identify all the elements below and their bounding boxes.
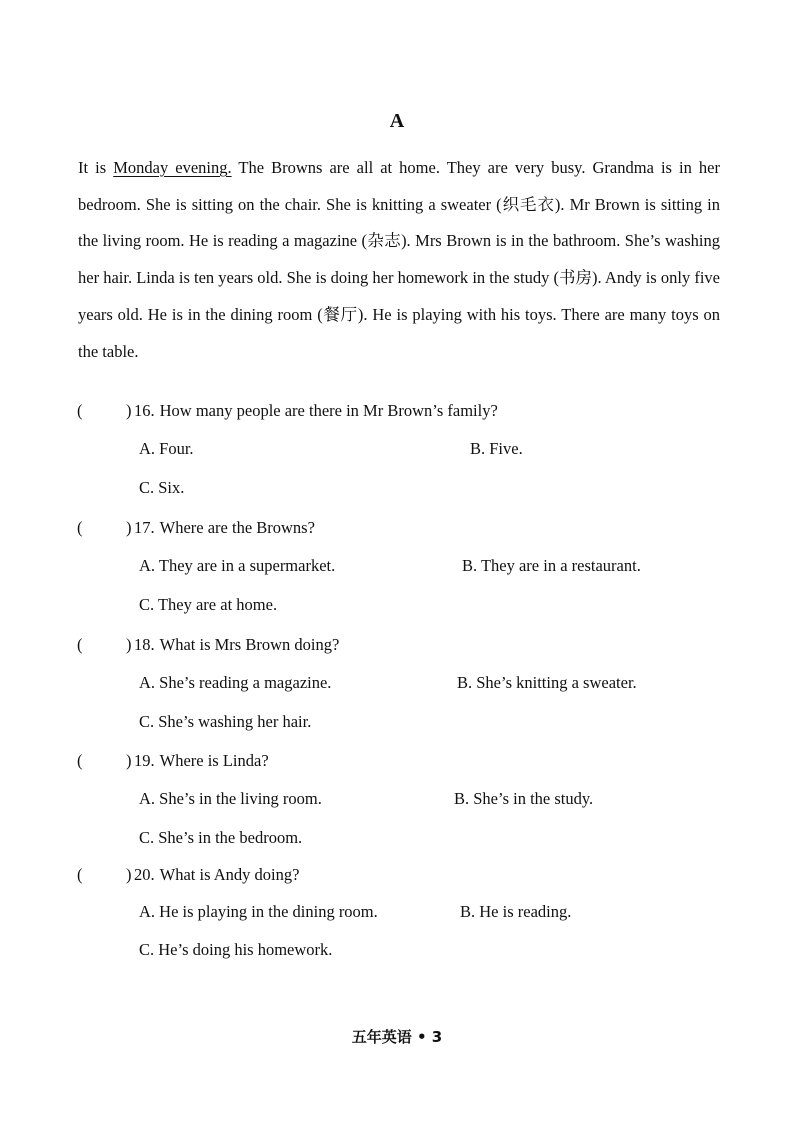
question-20 xyxy=(0,865,794,983)
passage-intro: It is xyxy=(78,158,114,177)
option-b: B. She’s knitting a sweater. xyxy=(457,673,637,692)
section-title: A xyxy=(389,110,405,132)
question-number: 20. xyxy=(134,865,155,884)
option-a: A. Four. xyxy=(139,439,194,458)
page-footer: 五年英语 • 3 xyxy=(351,1028,443,1046)
passage-underlined-phrase: Monday evening. xyxy=(113,158,232,177)
question-stem xyxy=(134,518,315,538)
option-c: C. He’s doing his homework. xyxy=(139,940,333,959)
question-number: 17. xyxy=(134,518,155,537)
question-number: 19. xyxy=(134,751,155,770)
question-stem xyxy=(134,635,339,655)
question-text: Where is Linda? xyxy=(159,751,269,770)
answer-blank-open[interactable]: ( xyxy=(77,635,83,654)
answer-blank-close: ) xyxy=(126,401,132,420)
option-c: C. She’s in the bedroom. xyxy=(139,828,303,847)
question-text: Where are the Browns? xyxy=(159,518,315,537)
question-text: How many people are there in Mr Brown’s family? xyxy=(159,401,498,420)
question-stem xyxy=(134,865,299,885)
answer-blank-close: ) xyxy=(126,518,132,537)
question-17 xyxy=(0,518,794,636)
question-16 xyxy=(0,401,794,519)
reading-passage xyxy=(78,150,720,370)
option-c: C. She’s washing her hair. xyxy=(139,712,312,731)
option-a: A. He is playing in the dining room. xyxy=(139,902,378,921)
question-stem xyxy=(134,751,269,771)
answer-blank-open[interactable]: ( xyxy=(77,401,83,420)
question-text: What is Mrs Brown doing? xyxy=(159,635,340,654)
option-b: B. They are in a restaurant. xyxy=(462,556,641,575)
question-number: 18. xyxy=(134,635,155,654)
answer-blank-open[interactable]: ( xyxy=(77,751,83,770)
answer-blank-close: ) xyxy=(126,751,132,770)
option-c: C. They are at home. xyxy=(139,595,278,614)
option-c: C. Six. xyxy=(139,478,185,497)
answer-blank-close: ) xyxy=(126,865,132,884)
passage-body: The Browns are all at home. They are very busy. Grandma is in her bedroom. She is sitting on the chair. She is knitting a sweater (织毛衣). Mr Brown is sitting in the living room. He is reading a magazine (杂志). Mrs Brown is in the bathroom. She’s washing her hair. Linda is ten years old. She is doing her homework in the study (书房). Andy is only five years old. He is in the dining room (餐厅). He is playing with his toys. There are many toys on the table. xyxy=(78,158,720,361)
question-text: What is Andy doing? xyxy=(159,865,300,884)
answer-blank-open[interactable]: ( xyxy=(77,865,83,884)
option-a: A. She’s reading a magazine. xyxy=(139,673,332,692)
answer-blank-close: ) xyxy=(126,635,132,654)
option-b: B. He is reading. xyxy=(460,902,572,921)
question-18 xyxy=(0,635,794,753)
option-a: A. They are in a supermarket. xyxy=(139,556,336,575)
option-b: B. Five. xyxy=(470,439,523,458)
question-stem xyxy=(134,401,498,421)
question-number: 16. xyxy=(134,401,155,420)
option-a: A. She’s in the living room. xyxy=(139,789,322,808)
option-b: B. She’s in the study. xyxy=(454,789,594,808)
answer-blank-open[interactable]: ( xyxy=(77,518,83,537)
question-19 xyxy=(0,751,794,869)
